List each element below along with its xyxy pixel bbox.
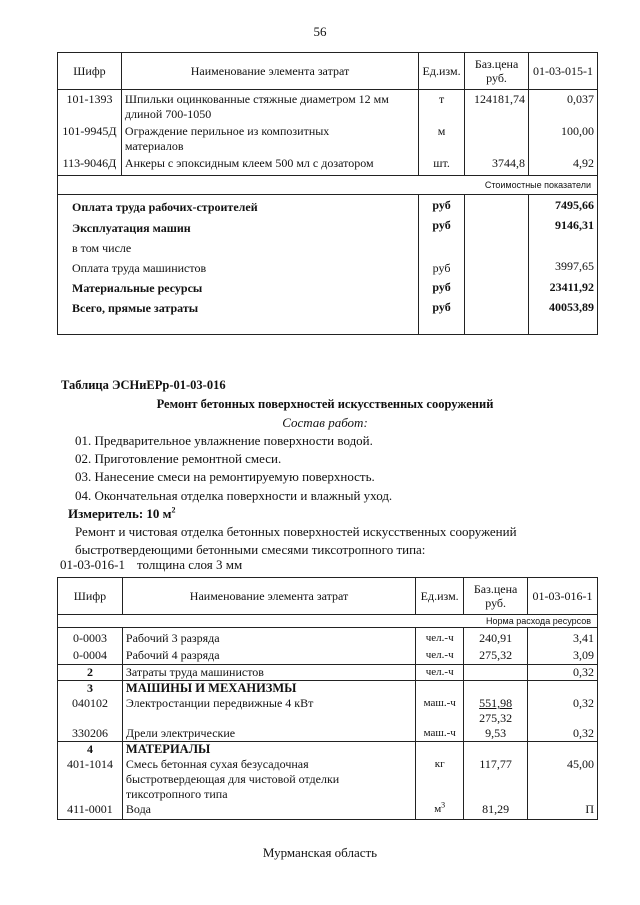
resource-table-01-03-015 [57, 52, 598, 335]
table-header [58, 578, 598, 615]
row-unit: шт. [419, 154, 465, 176]
section-heading: Ремонт бетонных поверхностей искусственных сооружений [156, 397, 494, 411]
work-item: 03. Нанесение смеси на ремонтируемую поверхность. [75, 469, 375, 485]
work-item: 04. Окончательная отделка поверхности и влажный уход. [75, 487, 393, 503]
cost-row: в том числе [58, 236, 598, 256]
works-list [75, 432, 392, 505]
work-item: 02. Приготовление ремонтной смеси. [75, 451, 282, 467]
row-code: 113-9046Д [58, 154, 122, 176]
row-value: 0,037 [529, 90, 598, 123]
header-unit: Ед.изм. [419, 53, 465, 90]
row-unit: м [419, 122, 465, 154]
description: Ремонт и чистовая отделка бетонных поверхностей искусственных сооружений быстротвердеющими бетонными смесями тиксотропного типа: [75, 524, 517, 557]
item-line [60, 557, 242, 573]
section-label: Норма расхода ресурсов [58, 615, 598, 628]
resource-table-01-03-016 [57, 577, 598, 820]
row-price: 3744,8 [465, 154, 529, 176]
section-label-row [58, 615, 598, 628]
meter: Измеритель: 10 $м^2$ [68, 505, 176, 521]
page-number: 56 [313, 24, 327, 39]
header-price: Баз.цена руб. [464, 578, 528, 615]
table-header [58, 53, 598, 90]
row-unit: т [419, 90, 465, 123]
table-row: 040102 Электростанции передвижные 4 кВт маш.-ч 551,98 275,32 0,32 [58, 696, 598, 726]
table-row: 0-0004 Рабочий 4 разряда чел.-ч 275,32 3,09 [58, 646, 598, 665]
group-row: 4 МАТЕРИАЛЫ [58, 742, 598, 758]
cost-row: Материальные ресурсы руб 23411,92 [58, 276, 598, 296]
table-title: Таблица ЭСНиЕРр-01-03-016 [61, 378, 226, 392]
row-name: Анкеры с эпоксидным клеем 500 мл с дозатором [121, 154, 418, 176]
group-row: 3 МАШИНЫ И МЕХАНИЗМЫ [58, 681, 598, 697]
header-price: Баз.цена руб. [465, 53, 529, 90]
section-label-row [58, 176, 598, 195]
row-price [465, 122, 529, 154]
table-row: 0-0003 Рабочий 3 разряда чел.-ч 240,91 3,41 [58, 628, 598, 647]
row-code: 101-1393 [58, 90, 122, 123]
item-label: толщина слоя 3 мм [137, 557, 243, 572]
header-code: Шифр [58, 578, 123, 615]
row-price: 124181,74 [465, 90, 529, 123]
table-row [58, 154, 598, 176]
works-title: Состав работ: [282, 415, 368, 430]
footer-region: Мурманская область [262, 845, 378, 860]
header-norm: 01-03-016-1 [528, 578, 598, 615]
table-row [58, 90, 598, 123]
work-item: 01. Предварительное увлажнение поверхности водой. [75, 433, 373, 448]
table-row: 401-1014 Смесь бетонная сухая безусадочная быстротвердеющая для чистовой отделки тиксотропного типа кг 117,77 45,00 [58, 757, 598, 802]
row-name: Шпильки оцинкованные стяжные диаметром 12 мм длиной 700-1050 [121, 90, 418, 123]
table-row: 330206 Дрели электрические маш.-ч 9,53 0,32 [58, 726, 598, 742]
table-row [58, 122, 598, 154]
header-norm: 01-03-015-1 [529, 53, 598, 90]
header-code: Шифр [58, 53, 122, 90]
header-unit: Ед.изм. [416, 578, 464, 615]
table-row: 411-0001 Вода $м^3$ 81,29 П [58, 802, 598, 820]
row-value: 4,92 [529, 154, 598, 176]
cost-row: Оплата труда машинистов руб 3997,65 [58, 256, 598, 276]
section-label: Стоимостные показатели [58, 176, 598, 195]
header-name: Наименование элемента затрат [121, 53, 418, 90]
cost-row: Оплата труда рабочих-строителей руб 7495,66 [58, 195, 598, 216]
table-row: 2 Затраты труда машинистов чел.-ч 0,32 [58, 665, 598, 681]
cost-row: Эксплуатация машин руб 9146,31 [58, 215, 598, 236]
row-value: 100,00 [529, 122, 598, 154]
header-name: Наименование элемента затрат [122, 578, 415, 615]
item-code: 01-03-016-1 [60, 557, 125, 572]
row-name: Ограждение перильное из композитных материалов [121, 122, 418, 154]
row-code: 101-9945Д [58, 122, 122, 154]
cost-row: Всего, прямые затраты руб 40053,89 [58, 296, 598, 335]
